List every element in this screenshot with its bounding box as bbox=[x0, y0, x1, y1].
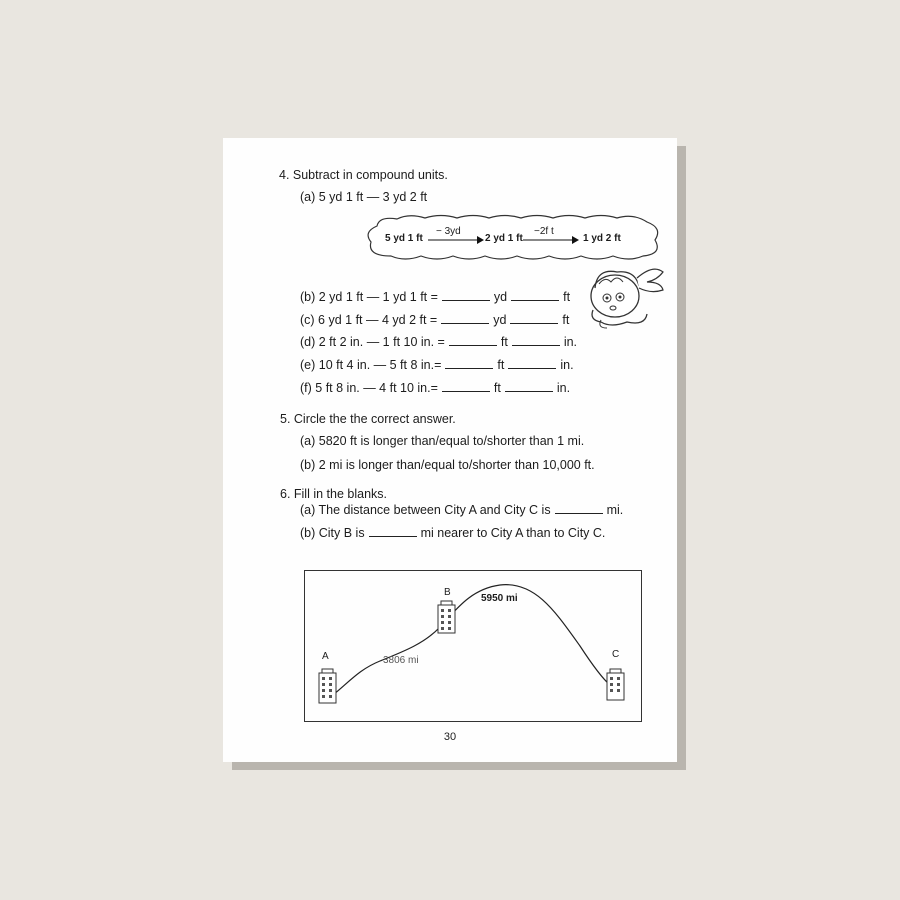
worksheet-page bbox=[223, 138, 677, 762]
q4f-unit-1: ft bbox=[493, 381, 501, 395]
q4-part-b bbox=[300, 289, 570, 305]
q6b-text: (b) City B is bbox=[300, 526, 365, 540]
q5-part-a: (a) 5820 ft is longer than/equal to/shorter than 1 mi. bbox=[300, 434, 585, 448]
q4e-blank-1[interactable] bbox=[445, 357, 493, 369]
q4d-blank-2[interactable] bbox=[512, 334, 560, 346]
city-b-label: B bbox=[444, 587, 451, 598]
q4c-expression: (c) 6 yd 1 ft — 4 yd 2 ft = bbox=[300, 313, 438, 327]
q6-part-b bbox=[300, 525, 605, 541]
distance-ab-label: 3806 mi bbox=[383, 655, 419, 666]
q6b-blank[interactable] bbox=[369, 525, 417, 537]
q6b-text-2: mi nearer to City A than to City C. bbox=[420, 526, 606, 540]
q4d-unit-1: ft bbox=[500, 335, 508, 349]
q4c-blank-2[interactable] bbox=[510, 312, 558, 324]
q4f-unit-2: in. bbox=[556, 381, 571, 395]
q4e-expression: (e) 10 ft 4 in. — 5 ft 8 in.= bbox=[300, 358, 442, 372]
q6-title: 6. Fill in the blanks. bbox=[280, 487, 387, 501]
cartoon-girl-illustration bbox=[587, 262, 671, 332]
q4f-expression: (f) 5 ft 8 in. — 4 ft 10 in.= bbox=[300, 381, 438, 395]
q4c-unit-2: ft bbox=[562, 313, 570, 327]
q6a-text: (a) The distance between City A and City C is bbox=[300, 503, 551, 517]
q4b-blank-2[interactable] bbox=[511, 289, 559, 301]
q4f-blank-2[interactable] bbox=[505, 380, 553, 392]
q4b-unit-2: ft bbox=[563, 290, 571, 304]
city-distance-map bbox=[304, 570, 642, 722]
q4b-expression: (b) 2 yd 1 ft — 1 yd 1 ft = bbox=[300, 290, 438, 304]
cloud-start: 5 yd 1 ft bbox=[385, 233, 423, 244]
q4e-unit-1: ft bbox=[497, 358, 505, 372]
q6-part-a bbox=[300, 502, 623, 518]
q4-part-c bbox=[300, 312, 569, 328]
q4b-unit-1: yd bbox=[493, 290, 508, 304]
city-c-label: C bbox=[612, 649, 620, 660]
q6a-blank[interactable] bbox=[555, 502, 603, 514]
q4e-unit-2: in. bbox=[560, 358, 574, 372]
cloud-op2: −2f t bbox=[534, 226, 554, 237]
city-a-building-icon bbox=[319, 669, 336, 703]
city-c-building-icon bbox=[607, 669, 624, 700]
q4-part-a: (a) 5 yd 1 ft — 3 yd 2 ft bbox=[300, 190, 428, 204]
q4-part-e bbox=[300, 357, 574, 373]
q4-part-f bbox=[300, 380, 570, 396]
q5-part-b: (b) 2 mi is longer than/equal to/shorter than 10,000 ft. bbox=[300, 458, 595, 472]
distance-bc-label: 5950 mi bbox=[481, 593, 518, 604]
page-number: 30 bbox=[443, 731, 457, 743]
city-b-building-icon bbox=[438, 601, 455, 633]
q4b-blank-1[interactable] bbox=[442, 289, 490, 301]
q4d-blank-1[interactable] bbox=[449, 334, 497, 346]
q4c-blank-1[interactable] bbox=[441, 312, 489, 324]
q4c-unit-1: yd bbox=[493, 313, 507, 327]
city-a-label: A bbox=[322, 651, 329, 662]
q4-title: 4. Subtract in compound units. bbox=[279, 168, 448, 182]
cloud-op1: − 3yd bbox=[436, 226, 461, 237]
q4-part-d bbox=[300, 334, 577, 350]
q4d-expression: (d) 2 ft 2 in. — 1 ft 10 in. = bbox=[300, 335, 445, 349]
q6a-unit: mi. bbox=[606, 503, 624, 517]
q5-title: 5. Circle the the correct answer. bbox=[280, 412, 456, 426]
cloud-end: 1 yd 2 ft bbox=[583, 233, 621, 244]
q4f-blank-1[interactable] bbox=[442, 380, 490, 392]
thought-cloud bbox=[363, 214, 663, 262]
q4d-unit-2: in. bbox=[563, 335, 578, 349]
cloud-mid: 2 yd 1 ft bbox=[485, 233, 523, 244]
q4e-blank-2[interactable] bbox=[508, 357, 556, 369]
